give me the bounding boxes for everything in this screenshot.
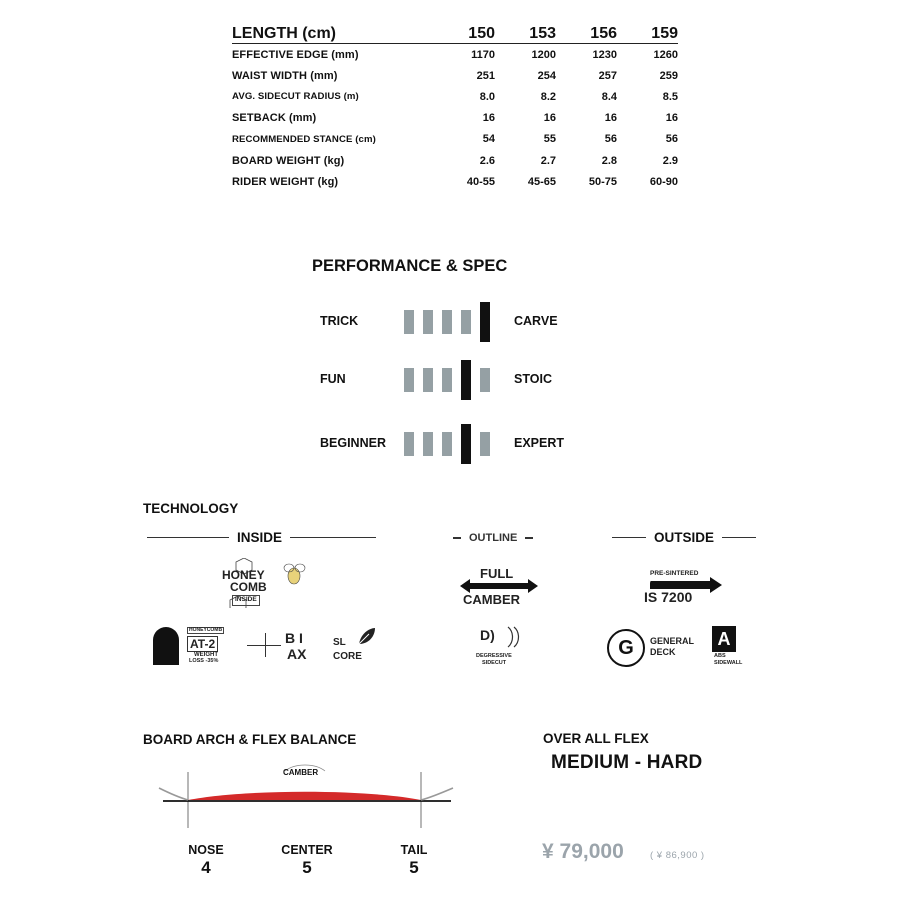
performance-left-label: TRICK: [320, 314, 359, 328]
performance-scale-step: [442, 432, 452, 456]
degressive-sidecut-logo: [472, 626, 528, 670]
biax-line1: B I: [285, 630, 303, 646]
spec-row-sidecut-radius: [232, 86, 678, 107]
flex-nose: [171, 843, 241, 878]
performance-scale-step: [404, 310, 414, 334]
overall-flex-label: OVER ALL FLEX: [543, 731, 649, 746]
flex-tail-label: TAIL: [400, 843, 428, 857]
spec-cell: 8.0: [479, 90, 495, 103]
performance-row-beginner-expert: [0, 424, 900, 464]
spec-cell: 1230: [592, 48, 617, 61]
spec-cell: 251: [476, 69, 495, 82]
spec-cell: 254: [537, 69, 556, 82]
performance-title: PERFORMANCE & SPEC: [312, 257, 508, 275]
honeycomb-line3: INSIDE: [232, 595, 260, 606]
inside-heading-label: INSIDE: [237, 530, 283, 545]
performance-row-fun-stoic: [0, 360, 900, 400]
honeycomb-line1: HONEY: [222, 568, 265, 582]
camber-profile-diagram: [155, 752, 460, 832]
spec-cell: 16: [604, 112, 617, 125]
size-153: 153: [529, 25, 556, 42]
general-deck-logo: [607, 627, 697, 669]
technology-title: TECHNOLOGY: [143, 501, 239, 516]
abs-sidewall-logo: [710, 626, 750, 670]
flex-tail: [379, 843, 449, 878]
honeycomb-line2: COMB: [230, 580, 267, 594]
spec-cell: 2.7: [540, 154, 556, 167]
spec-row-effective-edge: [232, 44, 678, 65]
length-label: LENGTH (cm): [232, 25, 336, 42]
performance-level-marker: [480, 302, 490, 342]
heading-rule: [722, 537, 756, 538]
price: ¥ 79,000: [542, 840, 624, 863]
heading-rule: [525, 537, 533, 538]
degressive-icon: D): [480, 627, 495, 643]
nose-kick: [159, 788, 188, 800]
performance-scale-step: [404, 368, 414, 392]
flex-center-value: 5: [302, 858, 312, 877]
performance-scale-step: [423, 432, 433, 456]
performance-right-label: STOIC: [514, 372, 552, 386]
spec-row-rider-weight: [232, 171, 678, 192]
tail-kick: [421, 788, 453, 800]
performance-left-label: FUN: [320, 372, 346, 386]
spec-cell: 40-55: [466, 175, 495, 188]
outside-heading-label: OUTSIDE: [654, 530, 715, 545]
core-silhouette-icon: [153, 627, 179, 665]
outline-heading-label: OUTLINE: [469, 532, 518, 544]
size-156: 156: [590, 25, 617, 42]
performance-right-label: CARVE: [514, 314, 558, 328]
inside-heading: [147, 530, 376, 545]
performance-level-marker: [461, 360, 471, 400]
spec-row-label: WAIST WIDTH (mm): [232, 69, 338, 82]
at2-main: AT-2: [187, 636, 218, 652]
performance-scale-step: [461, 310, 471, 334]
performance-level-marker: [461, 424, 471, 464]
flex-center: [272, 843, 342, 878]
degressive-line2: SIDECUT: [482, 660, 507, 666]
spec-cell: 2.8: [601, 154, 617, 167]
spec-row-label: AVG. SIDECUT RADIUS (m): [232, 91, 359, 103]
outline-heading: [453, 532, 533, 544]
general-deck-line2: DECK: [650, 647, 676, 657]
plus-horizontal-stroke: [247, 645, 281, 646]
general-deck-line1: GENERAL: [650, 636, 695, 646]
spec-row-label: SETBACK (mm): [232, 112, 317, 125]
degressive-line1: DEGRESSIVE: [476, 653, 512, 659]
spec-cell: 1170: [471, 48, 495, 61]
biax-logo: [285, 629, 325, 667]
performance-scale-step: [442, 368, 452, 392]
full-camber-line2: CAMBER: [463, 592, 521, 607]
performance-scale-step: [423, 310, 433, 334]
full-camber-line1: FULL: [480, 566, 514, 581]
performance-scale-step: [442, 310, 452, 334]
flex-nose-value: 4: [201, 858, 211, 877]
sintered-top: PRE-SINTERED: [650, 570, 699, 577]
spec-row-stance: [232, 129, 678, 150]
abs-line2: SIDEWALL: [714, 660, 743, 666]
spec-cell: 257: [598, 69, 617, 82]
flex-center-label: CENTER: [281, 843, 333, 857]
spec-cell: 16: [665, 112, 678, 125]
performance-scale-step: [423, 368, 433, 392]
sidecut-curve-icon: [504, 626, 524, 648]
spec-cell: 50-75: [588, 175, 617, 188]
honeycomb-at2-logo: [185, 625, 225, 667]
sl-core-logo: [333, 626, 379, 668]
spec-cell: 54: [482, 133, 495, 146]
spec-cell: 16: [482, 112, 495, 125]
abs-icon: [712, 626, 736, 652]
spec-cell: 259: [659, 69, 678, 82]
sintered-base-logo: [644, 568, 726, 608]
camber-profile-label: CAMBER: [283, 768, 319, 777]
spec-table: [232, 18, 678, 192]
size-150: 150: [468, 25, 495, 42]
honeycomb-inside-logo: [218, 558, 306, 608]
arch-title: BOARD ARCH & FLEX BALANCE: [143, 732, 357, 747]
at2-top: HONEYCOMB: [189, 627, 223, 633]
spec-row-label: RIDER WEIGHT (kg): [232, 175, 339, 188]
spec-row-setback: [232, 108, 678, 129]
performance-left-label: BEGINNER: [320, 436, 386, 450]
heading-rule: [290, 537, 376, 538]
spec-row-label: RECOMMENDED STANCE (cm): [232, 133, 376, 145]
camber-arch-shape: [188, 792, 421, 800]
flex-nose-label: NOSE: [188, 843, 224, 857]
performance-scale-step: [404, 432, 414, 456]
general-deck-icon-letter: G: [618, 636, 634, 659]
slcore-line2: CORE: [333, 651, 362, 662]
heading-rule: [612, 537, 646, 538]
spec-cell: 2.6: [479, 154, 495, 167]
spec-table-header: [232, 18, 678, 44]
spec-row-label: EFFECTIVE EDGE (mm): [232, 48, 359, 61]
spec-row-waist-width: [232, 65, 678, 86]
spec-cell: 56: [604, 133, 617, 146]
slcore-line1: SL: [333, 637, 346, 648]
flex-tail-value: 5: [409, 858, 419, 877]
heading-rule: [147, 537, 229, 538]
spec-row-board-weight: [232, 150, 678, 171]
spec-row-label: BOARD WEIGHT (kg): [232, 154, 345, 167]
outside-heading: [612, 530, 756, 545]
full-camber-logo: [458, 564, 540, 610]
general-deck-icon: [607, 629, 645, 667]
spec-cell: 8.4: [601, 90, 617, 103]
price-tax-included: ( ¥ 86,900 ): [650, 850, 705, 861]
overall-flex-value: MEDIUM - HARD: [551, 752, 703, 773]
heading-rule: [453, 537, 461, 538]
at2-sub1: WEIGHT: [194, 652, 218, 658]
spec-cell: 1260: [653, 48, 678, 61]
spec-cell: 2.9: [662, 154, 678, 167]
performance-scale-step: [480, 432, 490, 456]
spec-cell: 16: [543, 112, 556, 125]
size-159: 159: [651, 25, 678, 42]
spec-cell: 8.5: [662, 90, 678, 103]
sintered-main: IS 7200: [644, 589, 693, 605]
at2-sub2: LOSS -35%: [189, 658, 219, 664]
performance-right-label: EXPERT: [514, 436, 565, 450]
performance-scale-step: [480, 368, 490, 392]
spec-cell: 56: [665, 133, 678, 146]
spec-cell: 55: [543, 133, 556, 146]
plus-vertical-stroke: [265, 633, 266, 657]
performance-row-trick-carve: [0, 302, 900, 342]
spec-cell: 60-90: [649, 175, 678, 188]
spec-cell: 1200: [531, 48, 556, 61]
spec-cell: 8.2: [540, 90, 556, 103]
abs-line1: ABS: [714, 653, 726, 659]
spec-cell: 45-65: [527, 175, 556, 188]
abs-icon-letter: A: [717, 628, 731, 649]
biax-line2: AX: [287, 646, 307, 662]
